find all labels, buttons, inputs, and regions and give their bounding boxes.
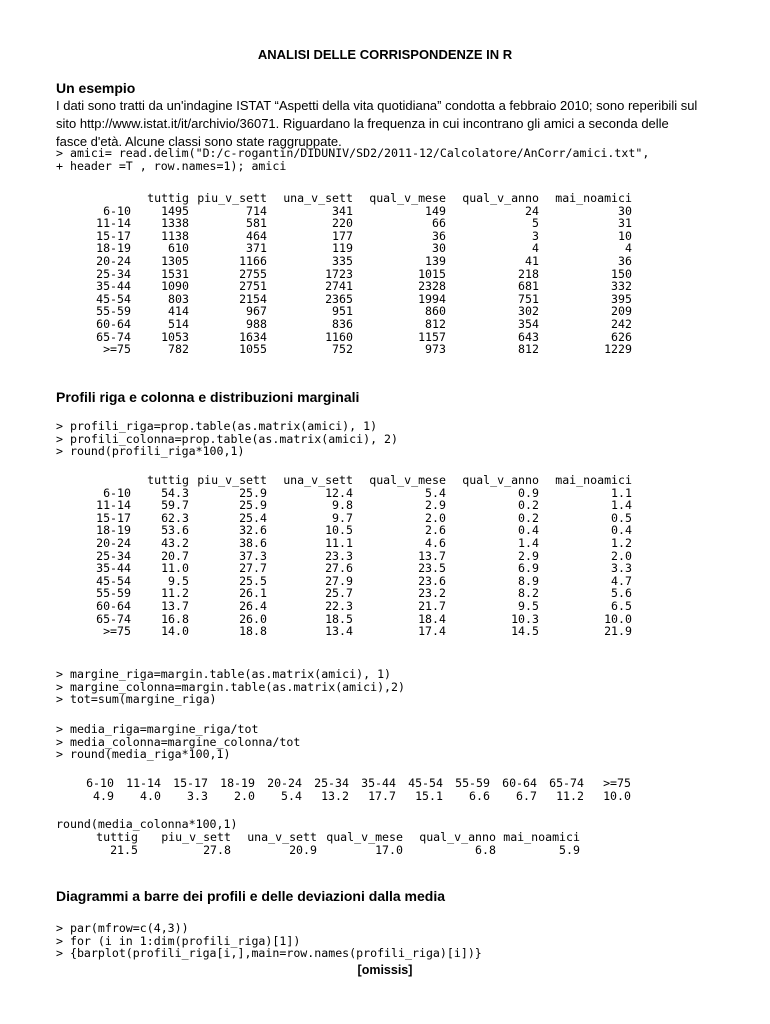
row-label: 35-44 [96,279,131,294]
intro-paragraph [56,97,716,151]
vector-value: 2.0 [234,788,255,803]
table-cell: 14.5 [511,624,539,639]
vector-value: 4.0 [140,788,161,803]
row-label: 25-34 [96,548,131,563]
intro-line: I dati sono tratti da un'indagine ISTAT “Aspetti della vita quotidiana” condotta a febbraio 2010; sono reperibili sul [56,98,698,113]
column-header: qual_v_anno [462,473,539,487]
table-cell: 2.9 [518,548,539,563]
table-cell: 714 [246,203,267,218]
table-cell: 10.0 [604,611,632,626]
corner-cell [80,474,131,487]
table-cell: 2328 [418,279,446,294]
table-cell: 6.5 [611,598,632,613]
code-read-delim [56,147,649,172]
table-cell: 1994 [418,291,446,306]
table-cell: 951 [332,304,353,319]
row-label: 35-44 [96,561,131,576]
table-cell: 30 [432,241,446,256]
table-cell: 66 [432,216,446,231]
table-cell: 11.1 [325,535,353,550]
vector-value: 6.7 [516,788,537,803]
table-cell: 812 [518,342,539,357]
table-cell: 17.4 [418,624,446,639]
table-cell: 24 [525,203,539,218]
row-label: 65-74 [96,329,131,344]
table-cell: 2.6 [425,523,446,538]
table-cell: 860 [425,304,446,319]
table-row [80,318,632,331]
table-cell: 1160 [325,329,353,344]
table-cell: 11.0 [161,561,189,576]
table-cell: 1138 [161,228,189,243]
table-cell: 25.5 [239,573,267,588]
table-cell: 1634 [239,329,267,344]
table-cell: 11.2 [161,586,189,601]
vector-label: qual_v_mese [326,830,403,844]
row-label: 60-64 [96,598,131,613]
table-cell: 25.9 [239,485,267,500]
table-cell: 26.4 [239,598,267,613]
table-cell: 782 [168,342,189,357]
table-cell: 9.7 [332,510,353,525]
table-cell: 302 [518,304,539,319]
table-media-riga [76,777,631,802]
section-heading-profili: Profili riga e colonna e distribuzioni marginali [56,389,360,405]
table-cell: 2741 [325,279,353,294]
vector-value: 13.2 [321,788,349,803]
table-cell: 681 [518,279,539,294]
table-cell: 0.5 [611,510,632,525]
code-profili [56,420,398,458]
table-cell: 20.7 [161,548,189,563]
row-label: 45-54 [96,573,131,588]
table-cell: 514 [168,316,189,331]
table-cell: 341 [332,203,353,218]
table-cell: 5.6 [611,586,632,601]
section-heading-esempio: Un esempio [56,80,136,96]
table-cell: 177 [332,228,353,243]
intro-line: fasce d'età. Alcune classi sono state raggruppate. [56,134,342,149]
vector-value: 4.9 [93,788,114,803]
table-cell: 32.6 [239,523,267,538]
table-cell: 9.5 [168,573,189,588]
code-line: > media_riga=margine_riga/tot [56,722,259,736]
table-cell: 988 [246,316,267,331]
table-row [80,305,632,318]
vector-label: >=75 [603,776,631,790]
column-header: piu_v_sett [197,473,267,487]
table-cell: 30 [618,203,632,218]
table-cell: 18.5 [325,611,353,626]
table-cell: 25.7 [325,586,353,601]
vector-label: piu_v_sett [161,830,231,844]
vector-label: 25-34 [314,776,349,790]
vector-label: 6-10 [86,776,114,790]
row-label: 6-10 [103,485,131,500]
table-cell: 4.7 [611,573,632,588]
table-cell: 18.4 [418,611,446,626]
table-cell: 36 [618,253,632,268]
code-line: > margine_colonna=margin.table(as.matrix(amici),2) [56,679,406,694]
table-cell: 37.3 [239,548,267,563]
table-cell: 0.4 [611,523,632,538]
table-cell: 2.0 [611,548,632,563]
table-row [80,600,632,613]
row-label: 20-24 [96,253,131,268]
table-cell: 22.3 [325,598,353,613]
vector-value: 27.8 [203,842,231,857]
vector-value: 6.6 [469,788,490,803]
table-cell: 62.3 [161,510,189,525]
table-row [80,537,632,550]
row-label: 18-19 [96,241,131,256]
table-cell: 242 [611,316,632,331]
table-cell: 13.7 [161,598,189,613]
table-cell: 1.4 [611,498,632,513]
table-cell: 23.3 [325,548,353,563]
table-cell: 13.4 [325,624,353,639]
table-cell: 371 [246,241,267,256]
table-cell: 2154 [239,291,267,306]
table-cell: 26.1 [239,586,267,601]
code-line: > profili_colonna=prop.table(as.matrix(amici), 2) [56,431,399,446]
row-label: 11-14 [96,216,131,231]
table-cell: 5.4 [425,485,446,500]
table-cell: 1.1 [611,485,632,500]
vector-label: 55-59 [455,776,490,790]
table-cell: 1.2 [611,535,632,550]
table-row [80,343,632,356]
table-cell: 220 [332,216,353,231]
table-cell: 414 [168,304,189,319]
table-cell: 0.2 [518,498,539,513]
table-cell: 836 [332,316,353,331]
vector-value: 17.0 [375,842,403,857]
table-cell: 21.9 [604,624,632,639]
column-header: qual_v_mese [369,191,446,205]
table-cell: 1090 [161,279,189,294]
row-label: >=75 [103,342,131,357]
table-cell: 27.9 [325,573,353,588]
table-cell: 26.0 [239,611,267,626]
code-barplot [56,922,482,960]
table-cell: 139 [425,253,446,268]
values-row [92,844,580,857]
row-label: 65-74 [96,611,131,626]
table-cell: 4 [532,241,539,256]
table-cell: 27.6 [325,561,353,576]
table-cell: 1531 [161,266,189,281]
code-line: > par(mfrow=c(4,3)) [56,921,189,935]
vector-value: 17.7 [368,788,396,803]
vector-label: 11-14 [126,776,161,790]
vector-value: 5.9 [559,842,580,857]
column-header: qual_v_anno [462,191,539,205]
column-header: piu_v_sett [197,191,267,205]
page-title: ANALISI DELLE CORRISPONDENZE IN R [257,47,513,62]
table-media-colonna [92,831,580,856]
vector-label: 35-44 [361,776,396,790]
column-header: mai_noamici [555,191,632,205]
table-cell: 1055 [239,342,267,357]
table-amici [80,192,632,356]
vector-value: 10.0 [603,788,631,803]
table-cell: 16.8 [161,611,189,626]
section-heading-diagrammi: Diagrammi a barre dei profili e delle deviazioni dalla media [56,888,446,904]
table-cell: 1338 [161,216,189,231]
table-row [80,280,632,293]
row-label: 15-17 [96,228,131,243]
table-cell: 973 [425,342,446,357]
column-header: mai_noamici [555,473,632,487]
row-label: 18-19 [96,523,131,538]
labels-row [76,777,631,790]
table-cell: 1166 [239,253,267,268]
code-line: + header =T , row.names=1); amici [56,158,287,173]
table-cell: 150 [611,266,632,281]
vector-value: 5.4 [281,788,302,803]
table-cell: 752 [332,342,353,357]
table-cell: 31 [618,216,632,231]
table-cell: 1305 [161,253,189,268]
table-row [80,230,632,243]
table-cell: 2.0 [425,510,446,525]
table-cell: 9.8 [332,498,353,513]
table-cell: 812 [425,316,446,331]
table-row [80,217,632,230]
table-cell: 21.7 [418,598,446,613]
table-cell: 119 [332,241,353,256]
table-cell: 14.0 [161,624,189,639]
column-header: tuttig [147,191,189,205]
table-cell: 10.3 [511,611,539,626]
table-cell: 5 [532,216,539,231]
code-line: > amici= read.delim("D:/c-rogantin/DIDUNIV/SD2/2011-12/Calcolatore/AnCorr/amici.txt", [56,146,650,160]
table-row [80,562,632,575]
table-cell: 218 [518,266,539,281]
table-row [80,331,632,344]
table-row [80,293,632,306]
table-cell: 53.6 [161,523,189,538]
table-cell: 23.6 [418,573,446,588]
table-cell: 3.3 [611,561,632,576]
code-media-colonna: round(media_colonna*100,1) [56,817,238,831]
table-cell: 25.9 [239,498,267,513]
table-cell: 3 [532,228,539,243]
code-margini [56,668,405,706]
table-cell: 6.9 [518,561,539,576]
vector-label: 60-64 [502,776,537,790]
vector-value: 11.2 [556,788,584,803]
table-cell: 2751 [239,279,267,294]
table-cell: 803 [168,291,189,306]
column-header: tuttig [147,473,189,487]
table-cell: 1229 [604,342,632,357]
code-media [56,723,300,761]
table-cell: 8.2 [518,586,539,601]
vector-label: tuttig [96,830,138,844]
table-cell: 36 [432,228,446,243]
row-label: 60-64 [96,316,131,331]
vector-label: 65-74 [549,776,584,790]
table-cell: 4 [625,241,632,256]
code-line: > margine_riga=margin.table(as.matrix(amici), 1) [56,667,392,681]
table-cell: 0.2 [518,510,539,525]
table-cell: 395 [611,291,632,306]
table-cell: 23.5 [418,561,446,576]
values-row [76,790,631,803]
table-cell: 38.6 [239,535,267,550]
vector-label: mai_noamici [503,830,580,844]
intro-line: sito http://www.istat.it/it/archivio/36071. Riguardano la frequenza in cui incontrano gli amici a seconda delle [56,116,669,131]
vector-value: 6.8 [475,842,496,857]
code-line: > tot=sum(margine_riga) [56,692,217,707]
table-cell: 335 [332,253,353,268]
table-row [80,255,632,268]
table-row [80,499,632,512]
table-cell: 54.3 [161,485,189,500]
vector-label: 45-54 [408,776,443,790]
table-cell: 581 [246,216,267,231]
vector-value: 20.9 [289,842,317,857]
labels-row [92,831,580,844]
code-line: > round(media_riga*100,1) [56,747,231,762]
table-cell: 18.8 [239,624,267,639]
table-cell: 2.9 [425,498,446,513]
table-cell: 12.4 [325,485,353,500]
header-row [80,192,632,205]
row-label: 55-59 [96,304,131,319]
row-label: 20-24 [96,535,131,550]
table-cell: 354 [518,316,539,331]
table-cell: 464 [246,228,267,243]
table-cell: 2755 [239,266,267,281]
table-cell: 4.6 [425,535,446,550]
corner-cell [80,192,131,205]
table-cell: 59.7 [161,498,189,513]
row-label: 25-34 [96,266,131,281]
code-line: > for (i in 1:dim(profili_riga)[1]) [56,933,301,948]
vector-label: 20-24 [267,776,302,790]
table-cell: 332 [611,279,632,294]
vector-label: qual_v_anno [419,830,496,844]
row-label: >=75 [103,624,131,639]
omissis-note: [omissis] [357,963,413,977]
row-label: 15-17 [96,510,131,525]
code-line: > round(profili_riga*100,1) [56,444,245,459]
row-label: 45-54 [96,291,131,306]
vector-value: 15.1 [415,788,443,803]
column-header: una_v_sett [283,473,353,487]
table-cell: 751 [518,291,539,306]
table-cell: 13.7 [418,548,446,563]
header-row [80,474,632,487]
table-cell: 10.5 [325,523,353,538]
code-line: > {barplot(profili_riga[i,],main=row.names(profili_riga)[i])} [56,946,482,961]
table-cell: 1495 [161,203,189,218]
table-cell: 0.4 [518,523,539,538]
vector-label: 15-17 [173,776,208,790]
vector-value: 21.5 [110,842,138,857]
row-label: 6-10 [103,203,131,218]
table-cell: 1015 [418,266,446,281]
table-row [80,625,632,638]
column-header: una_v_sett [283,191,353,205]
vector-value: 3.3 [187,788,208,803]
table-cell: 1053 [161,329,189,344]
table-cell: 10 [618,228,632,243]
table-cell: 626 [611,329,632,344]
table-cell: 610 [168,241,189,256]
column-header: qual_v_mese [369,473,446,487]
table-cell: 1157 [418,329,446,344]
table-cell: 0.9 [518,485,539,500]
vector-label: 18-19 [220,776,255,790]
table-cell: 1723 [325,266,353,281]
table-cell: 9.5 [518,598,539,613]
table-cell: 8.9 [518,573,539,588]
vector-label: una_v_sett [247,830,317,844]
table-profili-riga [80,474,632,638]
table-cell: 27.7 [239,561,267,576]
table-cell: 149 [425,203,446,218]
row-label: 11-14 [96,498,131,513]
table-cell: 2365 [325,291,353,306]
row-label: 55-59 [96,586,131,601]
table-cell: 25.4 [239,510,267,525]
code-line: > media_colonna=margine_colonna/tot [56,734,301,749]
code-line: > profili_riga=prop.table(as.matrix(amici), 1) [56,419,378,433]
table-cell: 643 [518,329,539,344]
table-cell: 967 [246,304,267,319]
table-cell: 209 [611,304,632,319]
table-cell: 23.2 [418,586,446,601]
table-cell: 43.2 [161,535,189,550]
table-cell: 41 [525,253,539,268]
table-cell: 1.4 [518,535,539,550]
